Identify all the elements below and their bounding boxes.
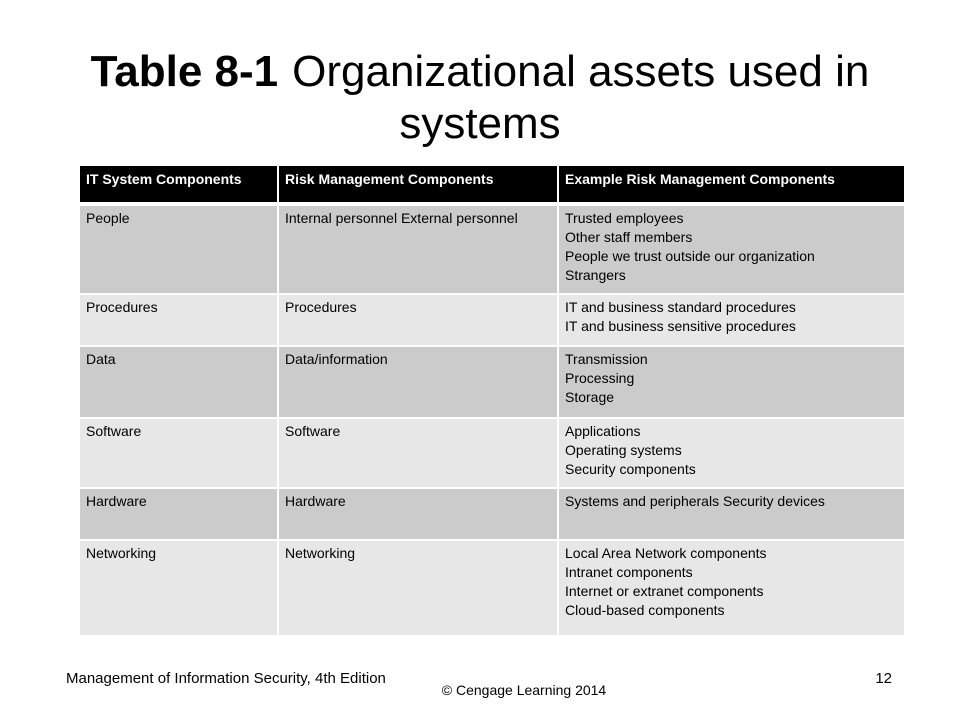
cell-risk-management-component: Procedures <box>278 294 558 346</box>
cell-risk-management-component: Data/information <box>278 346 558 418</box>
cell-example-components <box>558 204 904 294</box>
table-row <box>80 488 904 540</box>
slide-title <box>40 46 920 150</box>
example-item: Internet or extranet components <box>565 583 764 599</box>
cell-risk-management-component: Internal personnel External personnel <box>278 204 558 294</box>
example-item: Operating systems <box>565 442 682 458</box>
example-item: Trusted employees <box>565 210 684 226</box>
cell-example-components <box>558 294 904 346</box>
footer-copyright: © Cengage Learning 2014 <box>441 682 607 698</box>
cell-example-components <box>558 418 904 488</box>
example-item: Processing <box>565 370 635 386</box>
example-item: Local Area Network components <box>565 545 767 561</box>
example-item: People we trust outside our organization <box>565 248 815 264</box>
example-item: Storage <box>565 389 615 405</box>
table-row <box>80 418 904 488</box>
title-table-number: Table 8-1 <box>90 47 279 96</box>
assets-table <box>80 166 904 637</box>
cell-example-components <box>558 488 904 540</box>
cell-it-system-component: People <box>80 204 278 294</box>
cell-example-components <box>558 346 904 418</box>
table-header-row <box>80 166 904 204</box>
table-row <box>80 346 904 418</box>
example-item: Cloud-based components <box>565 602 725 618</box>
table-row <box>80 204 904 294</box>
table-row <box>80 540 904 636</box>
header-risk-management-components: Risk Management Components <box>278 166 558 204</box>
cell-it-system-component: Procedures <box>80 294 278 346</box>
table-row <box>80 294 904 346</box>
example-item: Applications <box>565 423 641 439</box>
footer-book-title: Management of Information Security, 4th Edition <box>66 670 386 687</box>
example-item: Intranet components <box>565 564 693 580</box>
cell-it-system-component: Software <box>80 418 278 488</box>
header-it-system-components: IT System Components <box>80 166 278 204</box>
cell-it-system-component: Data <box>80 346 278 418</box>
cell-risk-management-component: Networking <box>278 540 558 636</box>
page-number: 12 <box>875 670 892 687</box>
cell-example-components <box>558 540 904 636</box>
cell-it-system-component: Hardware <box>80 488 278 540</box>
example-item: Security components <box>565 461 696 477</box>
example-item: Transmission <box>565 351 648 367</box>
example-item: Other staff members <box>565 229 693 245</box>
cell-it-system-component: Networking <box>80 540 278 636</box>
example-item: IT and business standard procedures <box>565 299 796 315</box>
table-body <box>80 204 904 636</box>
example-item: IT and business sensitive procedures <box>565 318 796 334</box>
title-text: Organizational assets used in systems <box>292 47 870 148</box>
header-example-risk-management-components: Example Risk Management Components <box>558 166 904 204</box>
example-item: Strangers <box>565 267 626 283</box>
cell-risk-management-component: Hardware <box>278 488 558 540</box>
example-item: Systems and peripherals Security devices <box>565 493 825 509</box>
cell-risk-management-component: Software <box>278 418 558 488</box>
